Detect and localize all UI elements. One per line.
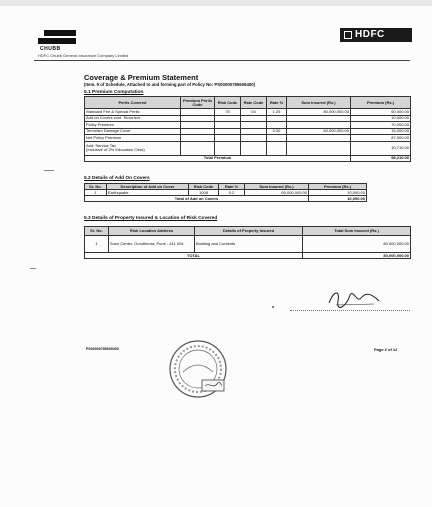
rate-code: 04 bbox=[241, 109, 267, 116]
peril-name: Add on Covers cont. Terrorism bbox=[85, 115, 181, 122]
company-name: HDFC Chubb General Insurance Company Limited bbox=[38, 53, 129, 58]
col-total-sum-insured: Total Sum Insured (Rs.) bbox=[303, 227, 411, 236]
scan-speck bbox=[272, 306, 274, 308]
logo-text: CHUBB bbox=[40, 46, 61, 52]
rate: 0.30 bbox=[267, 128, 287, 135]
service-tax-row bbox=[85, 141, 411, 155]
addon-table bbox=[84, 183, 367, 202]
col-rate-code: Rate Code bbox=[241, 97, 267, 109]
col-premium: Premium (Rs.) bbox=[309, 184, 367, 190]
col-perils-covered: Perils Covered bbox=[85, 97, 181, 109]
risk-code: 1009 bbox=[189, 190, 219, 196]
service-tax-value: 10,710.00 bbox=[351, 141, 411, 155]
col-risk-code: Risk Code bbox=[189, 184, 219, 190]
peril-name: Policy Premium bbox=[85, 122, 181, 129]
peril-name: Standard Fire & Special Perils bbox=[85, 109, 181, 116]
service-tax-cell bbox=[85, 141, 181, 155]
cover-description: Earthquake bbox=[107, 190, 189, 196]
hdfc-brand-text: HDFC bbox=[355, 29, 385, 40]
sr-no: 1 bbox=[85, 190, 107, 196]
col-risk-code: Risk Code bbox=[215, 97, 241, 109]
rate: 1.25 bbox=[267, 109, 287, 116]
total-premium-value: 98,210.00 bbox=[351, 155, 411, 162]
property-details: Building and Contents bbox=[195, 236, 303, 253]
premium-value: 15,000.00 bbox=[351, 128, 411, 135]
scan-mark bbox=[44, 170, 54, 171]
col-rate: Rate % bbox=[267, 97, 287, 109]
premium-heading: 5.1 Premium Computation bbox=[84, 90, 144, 95]
total-premium-row bbox=[85, 155, 411, 162]
col-sr-no: Sr. No. bbox=[85, 227, 109, 236]
document-page bbox=[30, 16, 414, 416]
sum-insured: 80,000,000.00 bbox=[287, 109, 351, 116]
peril-name: Net Policy Premium bbox=[85, 135, 181, 142]
col-description: Description of Add on Cover bbox=[107, 184, 189, 190]
company-seal-stamp bbox=[167, 338, 229, 400]
document-subtitle: (Item. 9 of Schedule, Attached to and forming part of Policy No: PS00000785609400) bbox=[84, 82, 256, 87]
col-premium: Premium (Rs.) bbox=[351, 97, 411, 109]
premium-table bbox=[84, 96, 411, 162]
property-heading: 5.3 Details of Property Insured & Location of Risk Covered bbox=[84, 216, 218, 221]
premium-value: 10,000.00 bbox=[309, 190, 367, 196]
signature-line bbox=[290, 310, 410, 311]
col-sum-insured: Sum Insured (Rs.) bbox=[287, 97, 351, 109]
risk-code: 75 bbox=[215, 109, 241, 116]
sr-no: 1 bbox=[85, 236, 109, 253]
premium-value: 10,000.00 bbox=[351, 115, 411, 122]
sum-insured: 60,000,000.00 bbox=[245, 190, 309, 196]
total-premium-label: Total Premium bbox=[85, 155, 351, 162]
col-risk-location: Risk Location Address bbox=[109, 227, 195, 236]
risk-location-address: Suez Center, Gondheora, Pune - 411 004 bbox=[109, 236, 195, 253]
footer-page-number: Page 2 of 12 bbox=[374, 347, 398, 352]
service-tax-note: (Inclusive of 2% Education Cess) bbox=[86, 147, 145, 152]
premium-value: 87,500.00 bbox=[351, 135, 411, 142]
header-rule bbox=[34, 60, 410, 61]
col-property-details: Details of Property Insured bbox=[195, 227, 303, 236]
col-sum-insured: Sum Insured (Rs.) bbox=[245, 184, 309, 190]
total-sum-insured: 80,000,000.00 bbox=[303, 236, 411, 253]
peril-name: Terrorism Damage Cover bbox=[85, 128, 181, 135]
property-total-row bbox=[85, 253, 411, 259]
premium-header-row bbox=[85, 97, 411, 109]
col-rate: Rate % bbox=[219, 184, 245, 190]
property-table bbox=[84, 226, 411, 259]
service-tax-label: Add: Service Tax bbox=[86, 143, 116, 148]
document-title: Coverage & Premium Statement bbox=[84, 73, 199, 82]
scan-edge bbox=[0, 0, 432, 6]
addon-total-value: 10,000.00 bbox=[309, 196, 367, 202]
hdfc-square-icon bbox=[344, 31, 352, 39]
property-header-row bbox=[85, 227, 411, 236]
addon-heading: 5.2 Details of Add On Covers bbox=[84, 176, 150, 181]
chubb-logo-icon bbox=[38, 28, 78, 56]
col-perils-code: Premium Perils Code bbox=[181, 97, 215, 109]
footer-policy-number: PS00000785609400 bbox=[86, 347, 119, 351]
signature-mark bbox=[326, 286, 382, 310]
addon-total-row bbox=[85, 196, 367, 202]
property-total-value: 80,000,000.00 bbox=[303, 253, 411, 259]
property-total-label: TOTAL bbox=[85, 253, 303, 259]
hdfc-logo bbox=[340, 28, 412, 42]
premium-value: 70,000.00 bbox=[351, 122, 411, 129]
table-row bbox=[85, 236, 411, 253]
col-sr-no: Sr. No. bbox=[85, 184, 107, 190]
sum-insured: 60,000,000.00 bbox=[287, 128, 351, 135]
premium-value: 60,000.00 bbox=[351, 109, 411, 116]
addon-total-label: Total of Add on Covers bbox=[85, 196, 309, 202]
rate: 0.2 bbox=[219, 190, 245, 196]
scan-mark bbox=[30, 268, 36, 269]
